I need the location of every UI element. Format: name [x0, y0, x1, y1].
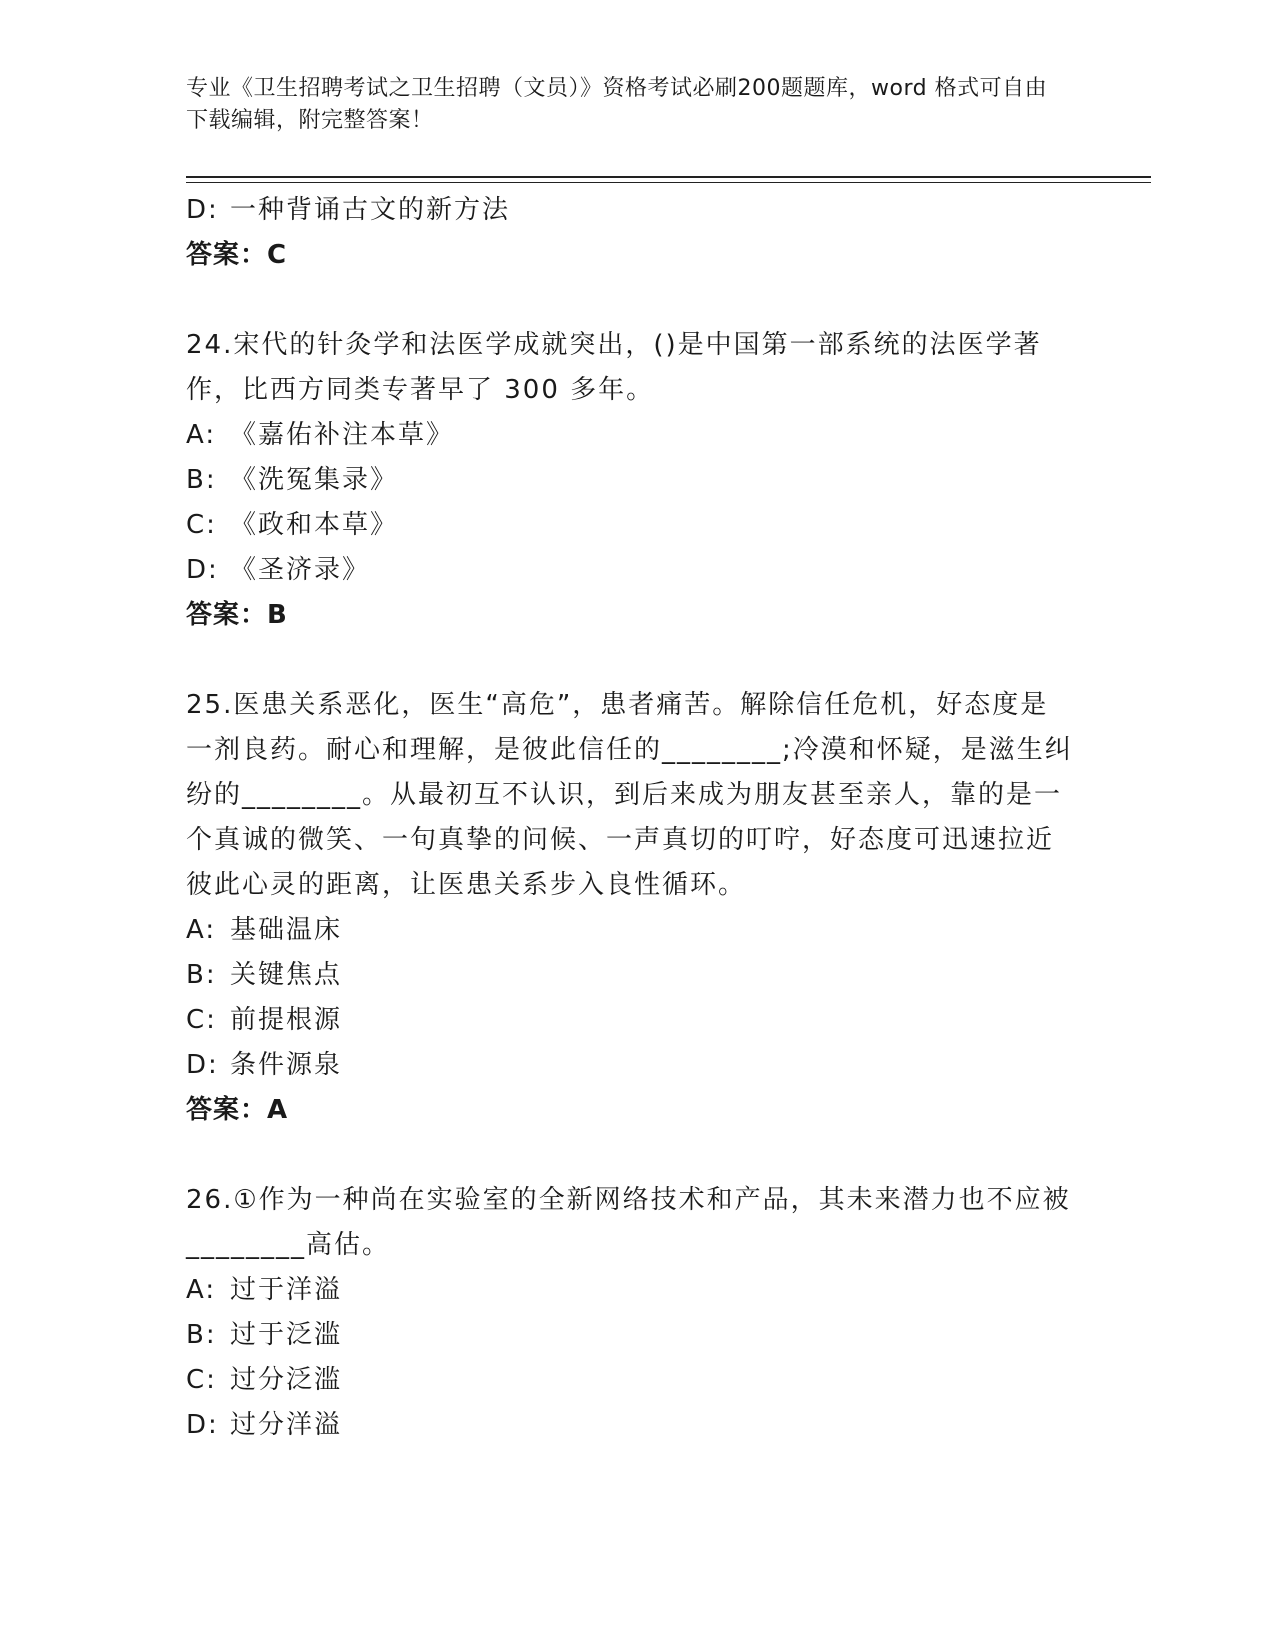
- spacer: [186, 278, 1076, 323]
- option-text: 基础温床: [230, 915, 343, 945]
- option-b: [186, 458, 1076, 503]
- option-label: B:: [186, 960, 217, 990]
- option-a: [186, 908, 1076, 953]
- option-d: [186, 1043, 1076, 1088]
- option-label: C:: [186, 510, 217, 540]
- option-c: [186, 998, 1076, 1043]
- option-label: A:: [186, 915, 217, 945]
- option-label: D:: [186, 1410, 219, 1440]
- answer-line: 答案：C: [186, 240, 288, 270]
- header-divider-thick: [186, 176, 1151, 178]
- option-label: B:: [186, 465, 217, 495]
- header-text: 专业《卫生招聘考试之卫生招聘（文员）》资格考试必刷200题题库，word 格式可自由下载编辑，附完整答案！: [186, 76, 1048, 133]
- option-d: [186, 188, 1076, 233]
- option-label: D:: [186, 1050, 219, 1080]
- option-label: D:: [186, 195, 219, 225]
- option-text: 前提根源: [230, 1005, 343, 1035]
- spacer: [186, 638, 1076, 683]
- option-text: 《嘉佑补注本草》: [230, 420, 455, 450]
- spacer: [186, 1133, 1076, 1178]
- option-label: C:: [186, 1365, 217, 1395]
- option-label: A:: [186, 1275, 217, 1305]
- option-label: D:: [186, 555, 219, 585]
- option-text: 过分泛滥: [230, 1365, 343, 1395]
- answer-line: 答案：B: [186, 600, 288, 630]
- option-text: 过于泛滥: [230, 1320, 343, 1350]
- option-a: [186, 1268, 1076, 1313]
- option-c: [186, 503, 1076, 548]
- document-body: [186, 188, 1076, 1448]
- answer-line: 答案：A: [186, 1095, 289, 1125]
- option-text: 过于洋溢: [230, 1275, 343, 1305]
- option-text: 一种背诵古文的新方法: [230, 195, 511, 225]
- option-text: 过分洋溢: [230, 1410, 343, 1440]
- option-text: 《政和本草》: [230, 510, 399, 540]
- option-text: 《圣济录》: [230, 555, 371, 585]
- option-c: [186, 1358, 1076, 1403]
- option-text: 条件源泉: [230, 1050, 343, 1080]
- option-label: B:: [186, 1320, 217, 1350]
- option-d: [186, 1403, 1076, 1448]
- option-text: 《洗冤集录》: [230, 465, 399, 495]
- option-b: [186, 953, 1076, 998]
- document-header: [186, 73, 1066, 137]
- question-stem: 24.宋代的针灸学和法医学成就突出，()是中国第一部系统的法医学著作，比西方同类专著早了 300 多年。: [186, 330, 1042, 405]
- option-text: 关键焦点: [230, 960, 343, 990]
- option-label: A:: [186, 420, 217, 450]
- option-b: [186, 1313, 1076, 1358]
- option-d: [186, 548, 1076, 593]
- question-stem: 25.医患关系恶化，医生“高危”，患者痛苦。解除信任危机，好态度是一剂良药。耐心和理解，是彼此信任的________;冷漠和怀疑，是滋生纠纷的________。从最初互不认识，到后来成为朋友甚至亲人，靠的是一个真诚的微笑、一句真挚的问候、一声真切的叮咛，好态度可迅速拉近彼此心灵的距离，让医患关系步入良性循环。: [186, 690, 1073, 900]
- question-stem: 26.①作为一种尚在实验室的全新网络技术和产品，其未来潜力也不应被________高估。: [186, 1185, 1071, 1260]
- option-label: C:: [186, 1005, 217, 1035]
- header-divider-thin: [186, 182, 1151, 183]
- option-a: [186, 413, 1076, 458]
